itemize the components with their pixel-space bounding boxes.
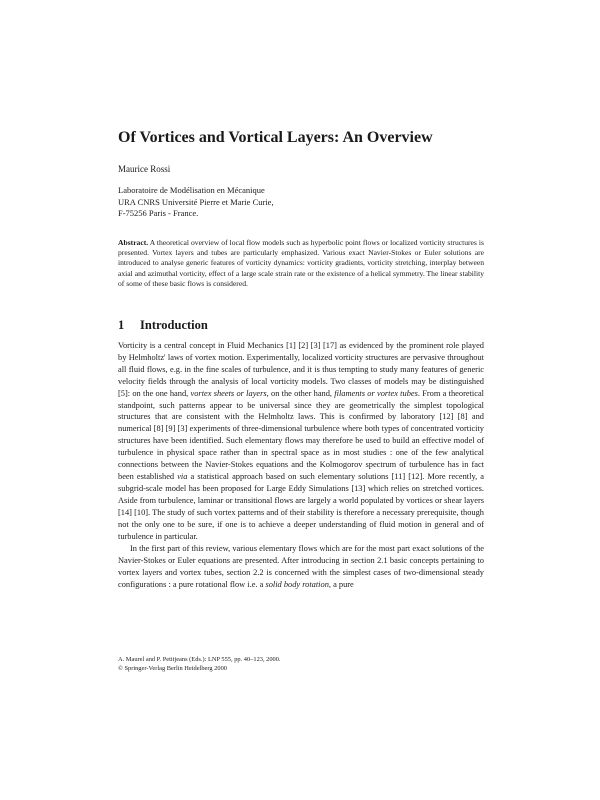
text-run: In the first part of this review, various elementary flows which are for the most part exact solutions of the Navier-Stokes or Euler equations are presented. After introducing in section 2.1 basic concepts pertaining to vortex layers and vortex tubes, section 2.2 is concerned with the simplest cases of two-dimensional steady configurations : a pure rotational flow i.e. a: [118, 544, 484, 590]
section-number: 1: [118, 318, 125, 332]
copyright-line: © Springer-Verlag Berlin Heidelberg 2000: [118, 664, 227, 672]
abstract-text: A theoretical overview of local flow models such as hyperbolic point flows or localized vorticity structures is presented. Vortex layers and tubes are particularly emphasized. Various exact Navier-Stokes or Euler solutions are introduced to analyse generic features of vorticity dynamics: vorticity gradients, vorticity stretching, interplay between axial and azimuthal vorticity, effect of a large scale strain rate or the existence of a helical symmetry. The linear stability of some of these basic flows is considered.: [118, 238, 484, 288]
affiliation-line: Laboratoire de Modélisation en Mécanique: [118, 185, 265, 195]
body-text: [118, 340, 484, 591]
affiliation-line: F-75256 Paris - France.: [118, 208, 199, 218]
text-run: , on the other hand,: [266, 388, 335, 398]
affiliation: [118, 185, 274, 220]
emphasis: vortex sheets or layers: [190, 388, 267, 398]
section-title: Introduction: [140, 318, 208, 332]
paper-title: Of Vortices and Vortical Layers: An Overview: [118, 129, 433, 146]
abstract: [118, 238, 484, 289]
emphasis: via: [177, 471, 188, 481]
text-run: a statistical approach based on such elementary solutions [11] [12]. More recently, a subgrid-scale model has been proposed for Large Eddy Simulations [13] which relies on stretched vortices. Aside from turbulence, laminar or transitional flows are largely a world populated by vortices or shear layers [14] [10]. The study of such vortex patterns and of their stability is therefore a necessary prerequisite, though not the only one to be sure, if one is to achieve a deeper understanding of fluid motion in general and of turbulence in particular.: [118, 471, 484, 541]
affiliation-line: URA CNRS Université Pierre et Marie Curie,: [118, 196, 274, 207]
text-run: . From a theoretical standpoint, such patterns appear to be universal since they are geometrically the simplest topological structures that are consistent with the Helmholtz laws. This is confirmed by laboratory [12] [8] and numerical [8] [9] [3] experiments of three-dimensional turbulence where both types of concentrated vorticity structures have been identified. Such elementary flows may therefore be used to build an effective model of turbulence in physical space rather than in spectral space as in most studies : one of the few analytical connections between the Navier-Stokes equations and the Kolmogorov spectrum of turbulence has in fact been established: [118, 388, 484, 481]
text-run: Vorticity is a central concept in Fluid Mechanics [1] [2] [3] [17] as evidenced by the prominent role played by Helmholtz' laws of vortex motion. Experimentally, localized vorticity structures are pervasive throughout all fluid flows, e.g. in the fine scales of turbulence, and it is thus tempting to study many features of generic velocity fields through the analysis of local vorticity models. Two classes of models may be distinguished [5]: on the one hand,: [118, 341, 484, 398]
paragraph: [118, 543, 484, 591]
abstract-label: Abstract.: [118, 238, 149, 247]
author-name: Maurice Rossi: [118, 164, 171, 174]
emphasis: solid body rotation: [265, 580, 329, 590]
text-run: , a pure: [328, 580, 354, 590]
paragraph: [118, 340, 484, 542]
citation-line: A. Maurel and P. Petitjeans (Eds.): LNP 555, pp. 40–123, 2000.: [118, 656, 281, 663]
section-heading: [118, 318, 208, 333]
footnote: [118, 656, 281, 673]
emphasis: filaments or vortex tubes: [334, 388, 418, 398]
